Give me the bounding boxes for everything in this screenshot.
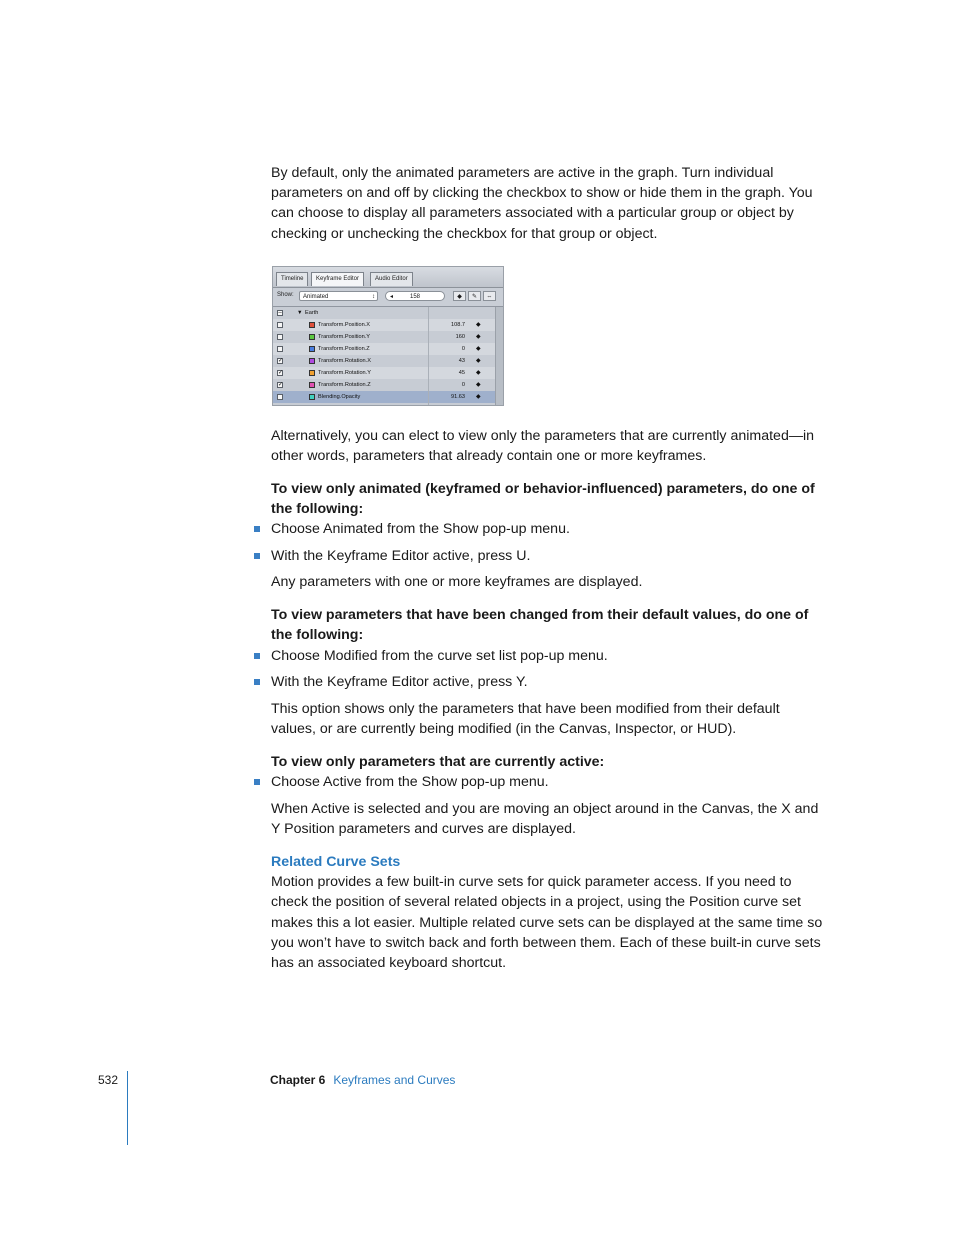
bullet-text: With the Keyframe Editor active, press U. [271,548,531,564]
keyframe-diamond-icon[interactable]: ◆ [476,370,481,376]
parameter-name: Transform.Rotation.Z [318,382,371,388]
note-paragraph [271,572,827,592]
show-popup[interactable] [299,291,378,301]
parameter-checkbox[interactable] [277,346,283,352]
keyframe-diamond-icon[interactable]: ◆ [476,322,481,328]
bullet-item [271,672,827,692]
bullet-square-icon [254,526,260,532]
frame-value: 158 [409,294,420,300]
bullet-text: Choose Modified from the curve set list pop-up menu. [271,648,608,664]
tab-keyframe-editor[interactable]: Keyframe Editor [311,272,364,286]
section-body: Motion provides a few built-in curve sets for quick parameter access. If you need to check the position of several related objects in a project, using the Position curve set makes this a lot easier. Multiple related curve sets can be displayed at the same time so you won’t have to switch back and forth between them. Each of these built-in curve sets has an associated keyboard shortcut. [271,874,823,972]
bullet-item [271,546,827,566]
curve-color-swatch [309,346,315,352]
curve-color-swatch [309,370,315,376]
bullet-text: With the Keyframe Editor active, press Y. [271,674,528,690]
bullet-text: Choose Active from the Show pop-up menu. [271,774,549,790]
parameter-row[interactable] [273,391,495,403]
note-paragraph [271,799,827,839]
footer-rule [127,1071,128,1145]
curve-color-swatch [309,394,315,400]
parameter-checkbox[interactable] [277,394,283,400]
parameter-checkbox[interactable] [277,322,283,328]
section-related-curve-sets [271,852,827,973]
parameter-value[interactable]: 108.7 [451,322,465,328]
tab-audio-editor[interactable]: Audio Editor [370,272,413,286]
alt-text: Alternatively, you can elect to view only the parameters that are currently animated—in other words, parameters that already contain one or more keyframes. [271,428,815,465]
bullet-square-icon [254,653,260,659]
parameter-row[interactable] [273,331,495,343]
curve-color-swatch [309,322,315,328]
intro-paragraph [271,163,827,244]
keyframe-diamond-icon[interactable]: ◆ [476,346,481,352]
parameter-name: Transform.Rotation.X [318,358,371,364]
group-name: Earth [305,310,319,316]
heading-animated [271,479,827,519]
keyframe-diamond-icon[interactable]: ◆ [476,334,481,340]
bullet-square-icon [254,679,260,685]
parameter-value[interactable]: 45 [458,370,465,376]
chevron-updown-icon: ↕ [372,294,375,300]
keyframe-diamond-icon[interactable]: ◆ [476,394,481,400]
parameter-name: Transform.Rotation.Y [318,370,371,376]
parameter-value[interactable]: 160 [455,334,465,340]
intro-text: By default, only the animated parameters are active in the graph. Turn individual parameters on and off by clicking the checkbox to show or hide them in the graph. You can choose to display all parameters associated with a particular group or object by checking or unchecking the checkbox for that group or object. [271,165,813,242]
heading-animated-text: To view only animated (keyframed or behavior-influenced) parameters, do one of the following: [271,481,815,518]
group-checkbox[interactable]: – [278,310,282,316]
show-popup-value: Animated [303,294,329,300]
parameter-value[interactable]: 91.63 [451,394,465,400]
disclosure-triangle-icon[interactable]: ▼ [297,310,303,316]
parameter-name: Transform.Position.Z [318,346,370,352]
frame-left-arrow-icon: ◂ [390,294,394,300]
note-paragraph [271,699,827,739]
parameter-row[interactable] [273,319,495,331]
editor-tabs [273,267,504,288]
keyframe-diamond-icon[interactable]: ◆ [476,382,481,388]
column-divider [428,307,429,405]
curve-color-swatch [309,334,315,340]
note-text: This option shows only the parameters that have been modified from their default values, or are currently being modified (in the Canvas, Inspector, or HUD). [271,701,780,738]
note-text: Any parameters with one or more keyframes are displayed. [271,574,643,590]
parameter-value[interactable]: 0 [461,382,465,388]
parameter-row[interactable] [273,343,495,355]
parameter-checkbox[interactable]: ✓ [278,358,284,364]
parameter-value[interactable]: 43 [458,358,465,364]
add-keyframe-tool-icon[interactable]: ◆ [453,291,466,301]
parameter-row[interactable] [273,379,495,391]
heading-modified-text: To view parameters that have been changed from their default values, do one of the following: [271,607,809,644]
vertical-scrollbar[interactable] [495,307,504,405]
heading-active-text: To view only parameters that are currently active: [271,754,605,770]
parameter-checkbox[interactable]: ✓ [278,370,284,376]
chapter-label: Chapter 6 [270,1073,326,1087]
curve-color-swatch [309,382,315,388]
bullet-square-icon [254,553,260,559]
curve-color-swatch [309,358,315,364]
bullet-item [271,519,827,539]
section-heading: Related Curve Sets [271,854,401,870]
frame-counter[interactable] [385,291,445,301]
bullet-square-icon [254,779,260,785]
bullet-item [271,772,827,792]
parameter-checkbox[interactable] [277,334,283,340]
heading-active [271,752,827,772]
parameter-name: Blending.Opacity [318,394,361,400]
bullet-text: Choose Animated from the Show pop-up menu. [271,521,570,537]
heading-modified [271,605,827,645]
tab-timeline[interactable]: Timeline [276,272,308,286]
pen-tool-icon[interactable]: ✎ [468,291,481,301]
zoom-fit-tool-icon[interactable]: ⇔ [483,291,496,301]
parameter-name: Transform.Position.Y [318,334,371,340]
parameter-row[interactable] [273,367,495,379]
parameter-list [273,307,495,403]
keyframe-diamond-icon[interactable]: ◆ [476,358,481,364]
keyframe-editor-screenshot [272,266,504,406]
bullet-item [271,646,827,666]
chapter-title: Keyframes and Curves [333,1073,456,1087]
note-text: When Active is selected and you are moving an object around in the Canvas, the X and Y Position parameters and curves are displayed. [271,801,819,838]
parameter-name: Transform.Position.X [318,322,371,328]
parameter-checkbox[interactable]: ✓ [278,382,284,388]
alt-paragraph [271,426,827,466]
group-row-earth[interactable] [273,307,495,319]
parameter-value[interactable]: 0 [461,346,465,352]
show-label: Show: [277,292,294,298]
parameter-row[interactable] [273,355,495,367]
show-bar [273,288,504,307]
chapter-footer [270,1073,455,1087]
page-number: 532 [98,1073,119,1087]
